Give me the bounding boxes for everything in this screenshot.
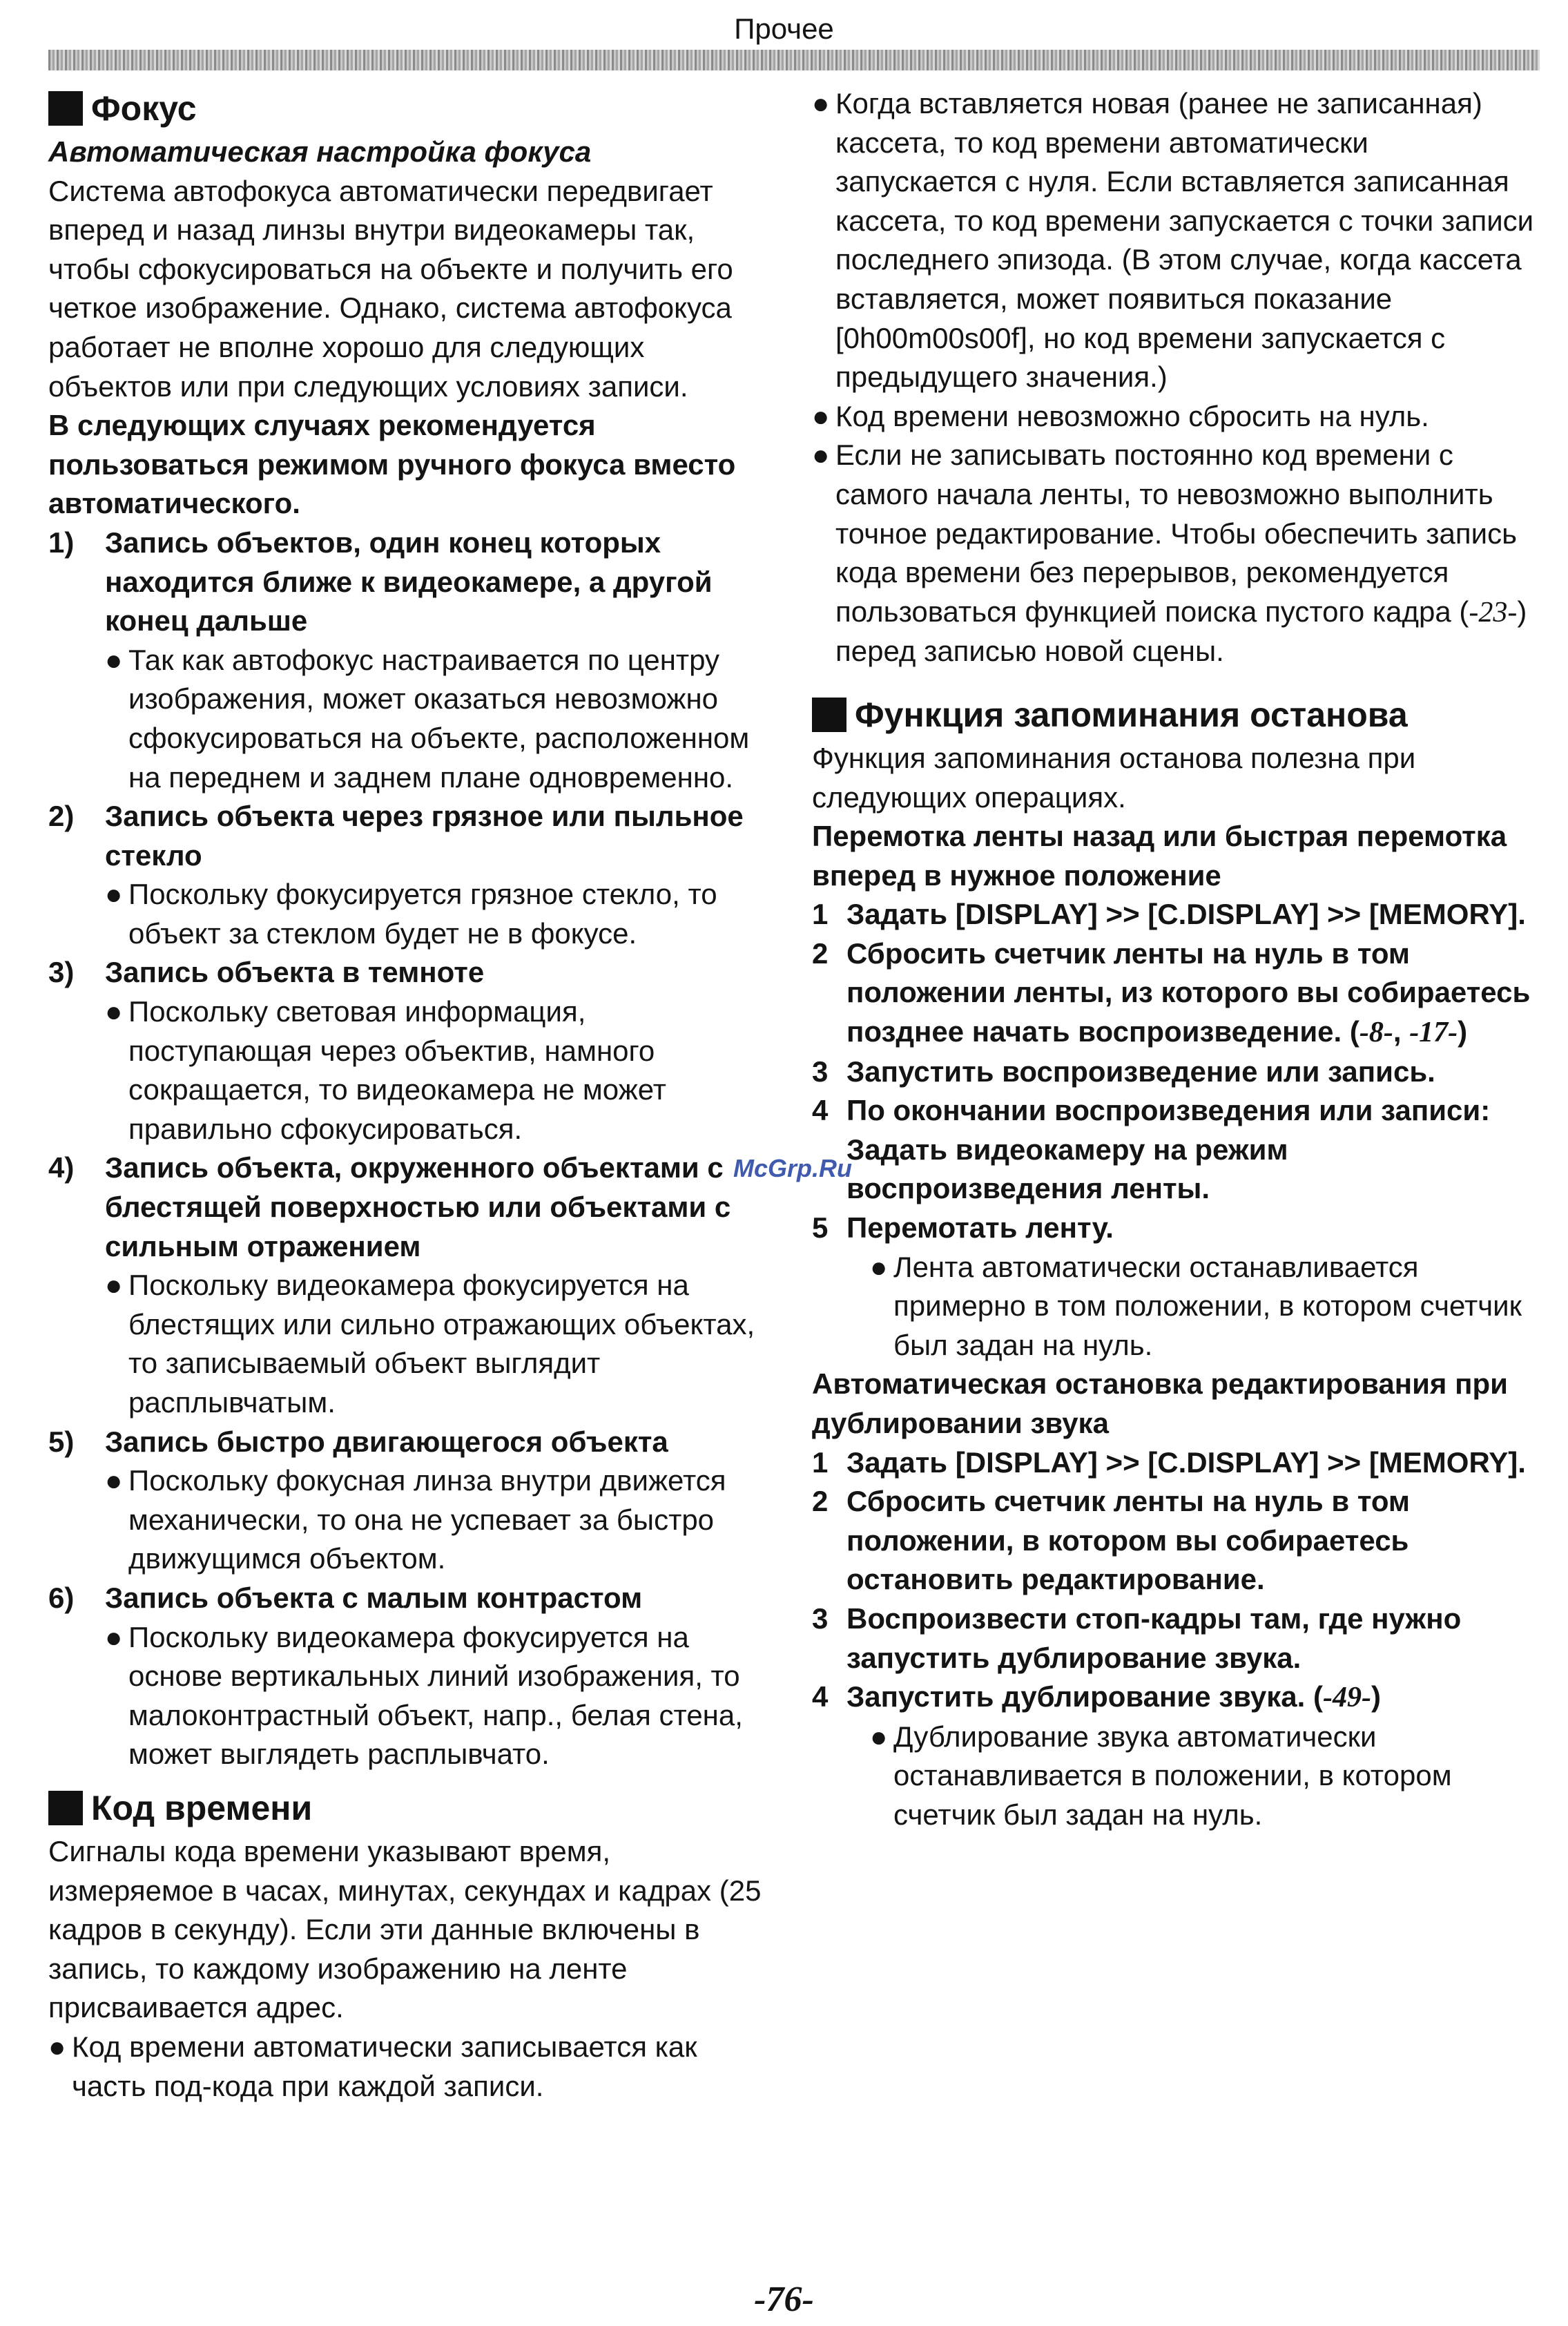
item-number: 4) [48, 1151, 75, 1184]
bullet-text: Если не записывать постоянно код времени с самого начала ленты, то невозможно выполнить точное редактирование. Чтобы обеспечить запись кода времени без перерывов, рекомендуется пользоваться функцией поиска пустого кадра ( [835, 439, 1517, 628]
step-text: Сбросить счетчик ленты на нуль в том положении, в котором вы собираетесь остановить редактирование. [846, 1485, 1411, 1596]
item-number: 5) [48, 1425, 75, 1458]
section-heading-timecode [48, 1784, 766, 1832]
step-text: Задать [DISPLAY] >> [C.DISPLAY] >> [MEMORY]. [846, 1445, 1526, 1479]
header-divider-bar [48, 50, 1540, 70]
step-text: ) [1371, 1680, 1381, 1713]
timecode-bullet [812, 397, 1537, 436]
step-item [812, 1599, 1537, 1678]
page-reference: -17- [1409, 1017, 1458, 1049]
focus-item [48, 953, 766, 1148]
focus-intro: Система автофокуса автоматически передвигает вперед и назад линзы внутри видеокамеры так, чтобы сфокусироваться на объекте и получить его четкое изображение. Однако, система автофокуса работает не вполне хорошо для следующих объектов или при следующих условиях записи. [48, 174, 733, 403]
step-number: 2 [812, 936, 829, 970]
step-text: Запустить воспроизведение или запись. [846, 1055, 1435, 1088]
memory-intro: Функция запоминания останова полезна при следующих операциях. [812, 741, 1416, 814]
item-number: 3) [48, 956, 75, 989]
step-item [812, 1091, 1537, 1131]
step-text: Сбросить счетчик ленты на нуль в том положении ленты, из которого вы собираетесь позднее начать воспроизведение. ( [846, 936, 1531, 1048]
bullet-text: Код времени автоматически записывается как часть под-кода при каждой записи. [72, 2030, 697, 2102]
bullet-icon: ● [105, 643, 123, 676]
step-item [812, 1678, 1537, 1718]
section-heading-focus [48, 84, 766, 133]
watermark-text: McGrp.Ru [733, 1154, 853, 1182]
bullet-icon: ● [105, 1620, 123, 1653]
focus-item [48, 1579, 766, 1774]
step-number: 3 [812, 1055, 829, 1088]
bullet-icon: ● [105, 1269, 123, 1302]
step-number: 1 [812, 898, 829, 931]
item-note: Поскольку видеокамера фокусируется на основе вертикальных линий изображения, то малоконтрастный объект, напр., белая стена, может выглядеть расплывчато. [128, 1620, 743, 1771]
item-note: Поскольку световая информация, поступающая через объектив, намного сокращается, то видеокамера не может правильно сфокусироваться. [128, 995, 666, 1145]
step-item [812, 1209, 1537, 1248]
step-item [812, 934, 1537, 1053]
step-number: 4 [812, 1094, 829, 1127]
page-number: -76- [754, 2280, 814, 2319]
page-reference: -23- [1469, 596, 1518, 628]
step-text: Запустить дублирование звука. ( [846, 1680, 1323, 1713]
item-title: Запись объекта через грязное или пыльное стекло [105, 800, 744, 872]
bullet-icon: ● [870, 1250, 888, 1283]
step-number: 4 [812, 1680, 829, 1713]
page-header-title: Прочее [734, 12, 834, 45]
step-item [812, 1443, 1537, 1483]
item-title: Запись объектов, один конец которых находится ближе к видеокамере, а другой конец дальше [105, 526, 713, 637]
focus-item [48, 1148, 766, 1422]
step-text: , [1393, 1015, 1410, 1048]
step-text: Воспроизвести стоп-кадры там, где нужно запустить дублирование звука. [846, 1602, 1462, 1674]
step-item [812, 1482, 1537, 1599]
item-note: Поскольку видеокамера фокусируется на блестящих или сильно отражающих объектах, то записываемый объект выглядит расплывчатым. [128, 1269, 755, 1419]
step-continuation: Задать видеокамеру на режим воспроизведения ленты. [846, 1133, 1288, 1205]
item-number: 2) [48, 800, 75, 833]
section-heading-text: Код времени [91, 1788, 313, 1827]
focus-item [48, 1423, 766, 1579]
item-title: Запись быстро двигающегося объекта [105, 1425, 668, 1458]
timecode-bullet [48, 2028, 766, 2106]
timecode-bullet [812, 436, 1537, 671]
section-heading-memory-stop [812, 691, 1537, 739]
bullet-text: Лента автоматически останавливается примерно в том положении, в котором счетчик был задан на нуль. [893, 1250, 1522, 1361]
item-title: Запись объекта в темноте [105, 956, 485, 989]
bullet-text: Когда вставляется новая (ранее не записанная) кассета, то код времени автоматически запускается с нуля. Если вставляется записанная кассета, то код времени запускается с точки записи последнего эпизода. (В этом случае, когда кассета вставляется, может появиться показание [0h00m00s00f], но код времени запускается с предыдущего значения.) [835, 87, 1534, 394]
bullet-icon: ● [48, 2030, 66, 2063]
bullet-icon: ● [812, 87, 830, 119]
section-heading-text: Функция запоминания останова [855, 695, 1408, 734]
section-square-icon [48, 91, 83, 126]
step-number: 3 [812, 1602, 829, 1635]
timecode-bullet [812, 84, 1537, 397]
bullet-text: Код времени невозможно сбросить на нуль. [835, 399, 1429, 432]
step-text: ) [1458, 1015, 1468, 1048]
focus-subheading: Автоматическая настройка фокуса [48, 135, 592, 168]
bullet-icon: ● [105, 878, 123, 911]
step-text: Перемотать ленту. [846, 1211, 1114, 1244]
section-square-icon [48, 1791, 83, 1825]
step-note [812, 1248, 1537, 1365]
step-item [812, 895, 1537, 934]
right-column [812, 84, 1537, 1835]
focus-item [48, 797, 766, 953]
focus-item [48, 523, 766, 797]
timecode-intro: Сигналы кода времени указывают время, измеряемое в часах, минутах, секундах и кадрах (25 кадров в секунду). Если эти данные включены в запись, то каждому изображению на ленте присваивается адрес. [48, 1834, 762, 2024]
step-number: 5 [812, 1211, 829, 1244]
bullet-icon: ● [812, 399, 830, 432]
section-square-icon [812, 698, 846, 732]
bullet-icon: ● [812, 439, 830, 472]
page-reference: -49- [1322, 1682, 1371, 1714]
bullet-icon: ● [870, 1720, 888, 1753]
page-reference: -8- [1359, 1017, 1393, 1049]
step-number: 2 [812, 1485, 829, 1518]
item-number: 1) [48, 526, 75, 559]
step-text: По окончании воспроизведения или записи: [846, 1094, 1491, 1127]
memory-group-title: Автоматическая остановка редактирования при дублировании звука [812, 1367, 1508, 1439]
item-note: Так как автофокус настраивается по центру изображения, может оказаться невозможно сфокусироваться на объекте, расположенном на переднем и заднем плане одновременно. [128, 643, 750, 794]
item-title: Запись объекта с малым контрастом [105, 1581, 643, 1614]
step-text: Задать [DISPLAY] >> [C.DISPLAY] >> [MEMORY]. [846, 898, 1526, 931]
step-number: 1 [812, 1445, 829, 1479]
bullet-text: ) перед записью новой сцены. [835, 595, 1527, 668]
item-title: Запись объекта, окруженного объектами с блестящей поверхностью или объектами с сильным отражением [105, 1151, 731, 1262]
step-item [812, 1053, 1537, 1092]
bullet-icon: ● [105, 995, 123, 1028]
memory-group-title: Перемотка ленты назад или быстрая перемотка вперед в нужное положение [812, 820, 1507, 892]
step-note [812, 1718, 1537, 1835]
section-heading-text: Фокус [91, 89, 197, 128]
bullet-text: Дублирование звука автоматически останавливается в положении, в котором счетчик был задан на нуль. [893, 1720, 1452, 1831]
focus-recommendation: В следующих случаях рекомендуется пользоваться режимом ручного фокуса вместо автоматического. [48, 409, 736, 520]
item-note: Поскольку фокусируется грязное стекло, то объект за стеклом будет не в фокусе. [128, 878, 717, 950]
item-note: Поскольку фокусная линза внутри движется механически, то она не успевает за быстро движущимся объектом. [128, 1464, 726, 1575]
bullet-icon: ● [105, 1464, 123, 1497]
left-column [48, 84, 766, 2106]
item-number: 6) [48, 1581, 75, 1614]
